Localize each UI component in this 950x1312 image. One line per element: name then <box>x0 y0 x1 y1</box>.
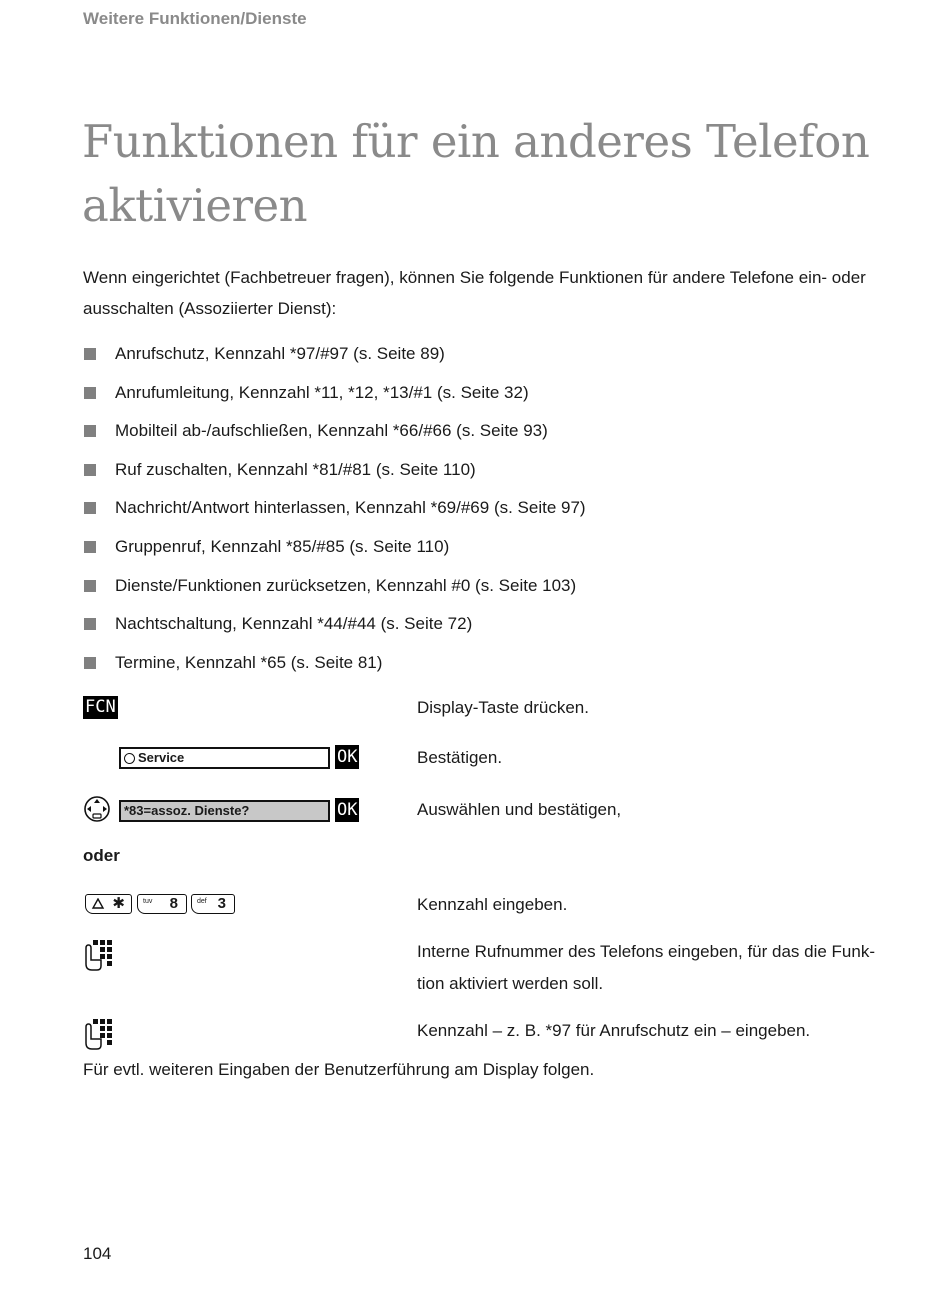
digit-3-key: def 3 <box>191 894 235 914</box>
star-key: ✱ <box>85 894 132 914</box>
bullet-square-icon <box>84 502 96 514</box>
bullet-square-icon <box>84 657 96 669</box>
keypad-hand-icon <box>83 1017 115 1051</box>
bullet-square-icon <box>84 387 96 399</box>
bullet-square-icon <box>84 464 96 476</box>
fcn-key: FCN <box>85 697 116 717</box>
function-list <box>83 338 883 685</box>
keypad-hand-icon <box>83 938 115 972</box>
step-description: Auswählen und bestätigen, <box>417 800 622 819</box>
bullet-square-icon <box>84 541 96 553</box>
intro-paragraph: Wenn eingerichtet (Fachbetreuer fragen), können Sie folgende Funktionen für andere Telefone ein- oder ausschalten (Assoziierter Dienst): <box>83 268 866 318</box>
digit-8-key: tuv 8 <box>137 894 187 914</box>
step-description: Kennzahl – z. B. *97 für Anrufschutz ein – eingeben. <box>417 1021 811 1040</box>
list-item: Nachtschaltung, Kennzahl *44/#44 (s. Seite 72) <box>83 608 883 647</box>
step-description: Display-Taste drücken. <box>417 698 589 717</box>
display-assoz: *83=assoz. Dienste? <box>119 800 330 822</box>
list-item: Nachricht/Antwort hinterlassen, Kennzahl *69/#69 (s. Seite 97) <box>83 492 883 531</box>
list-item: Termine, Kennzahl *65 (s. Seite 81) <box>83 647 883 686</box>
page-number: 104 <box>83 1244 112 1263</box>
list-item: Ruf zuschalten, Kennzahl *81/#81 (s. Seite 110) <box>83 454 883 493</box>
step-description: Interne Rufnummer des Telefons eingeben, für das die Funktion aktiviert werden soll. <box>417 942 876 993</box>
bullet-square-icon <box>84 348 96 360</box>
radio-circle-icon <box>124 753 135 764</box>
display-service: Service <box>119 747 330 769</box>
list-item: Gruppenruf, Kennzahl *85/#85 (s. Seite 110) <box>83 531 883 570</box>
bullet-square-icon <box>84 618 96 630</box>
running-head: Weitere Funktionen/Dienste <box>83 9 307 28</box>
navigation-key-icon <box>83 795 111 823</box>
list-item: Mobilteil ab-/aufschließen, Kennzahl *66/#66 (s. Seite 93) <box>83 415 883 454</box>
list-item: Dienste/Funktionen zurücksetzen, Kennzahl #0 (s. Seite 103) <box>83 570 883 609</box>
oder-label: oder <box>83 846 120 865</box>
closing-note: Für evtl. weiteren Eingaben der Benutzerführung am Display folgen. <box>83 1060 595 1079</box>
step-description: Bestätigen. <box>417 748 503 767</box>
ok-key: OK <box>337 800 358 820</box>
ok-key: OK <box>337 747 358 767</box>
step-description: Kennzahl eingeben. <box>417 895 568 914</box>
page-title: Funktionen für ein anderes Telefon aktivieren <box>82 115 870 232</box>
bullet-square-icon <box>84 580 96 592</box>
list-item: Anrufumleitung, Kennzahl *11, *12, *13/#1 (s. Seite 32) <box>83 377 883 416</box>
bell-icon <box>91 898 105 909</box>
list-item: Anrufschutz, Kennzahl *97/#97 (s. Seite 89) <box>83 338 883 377</box>
bullet-square-icon <box>84 425 96 437</box>
